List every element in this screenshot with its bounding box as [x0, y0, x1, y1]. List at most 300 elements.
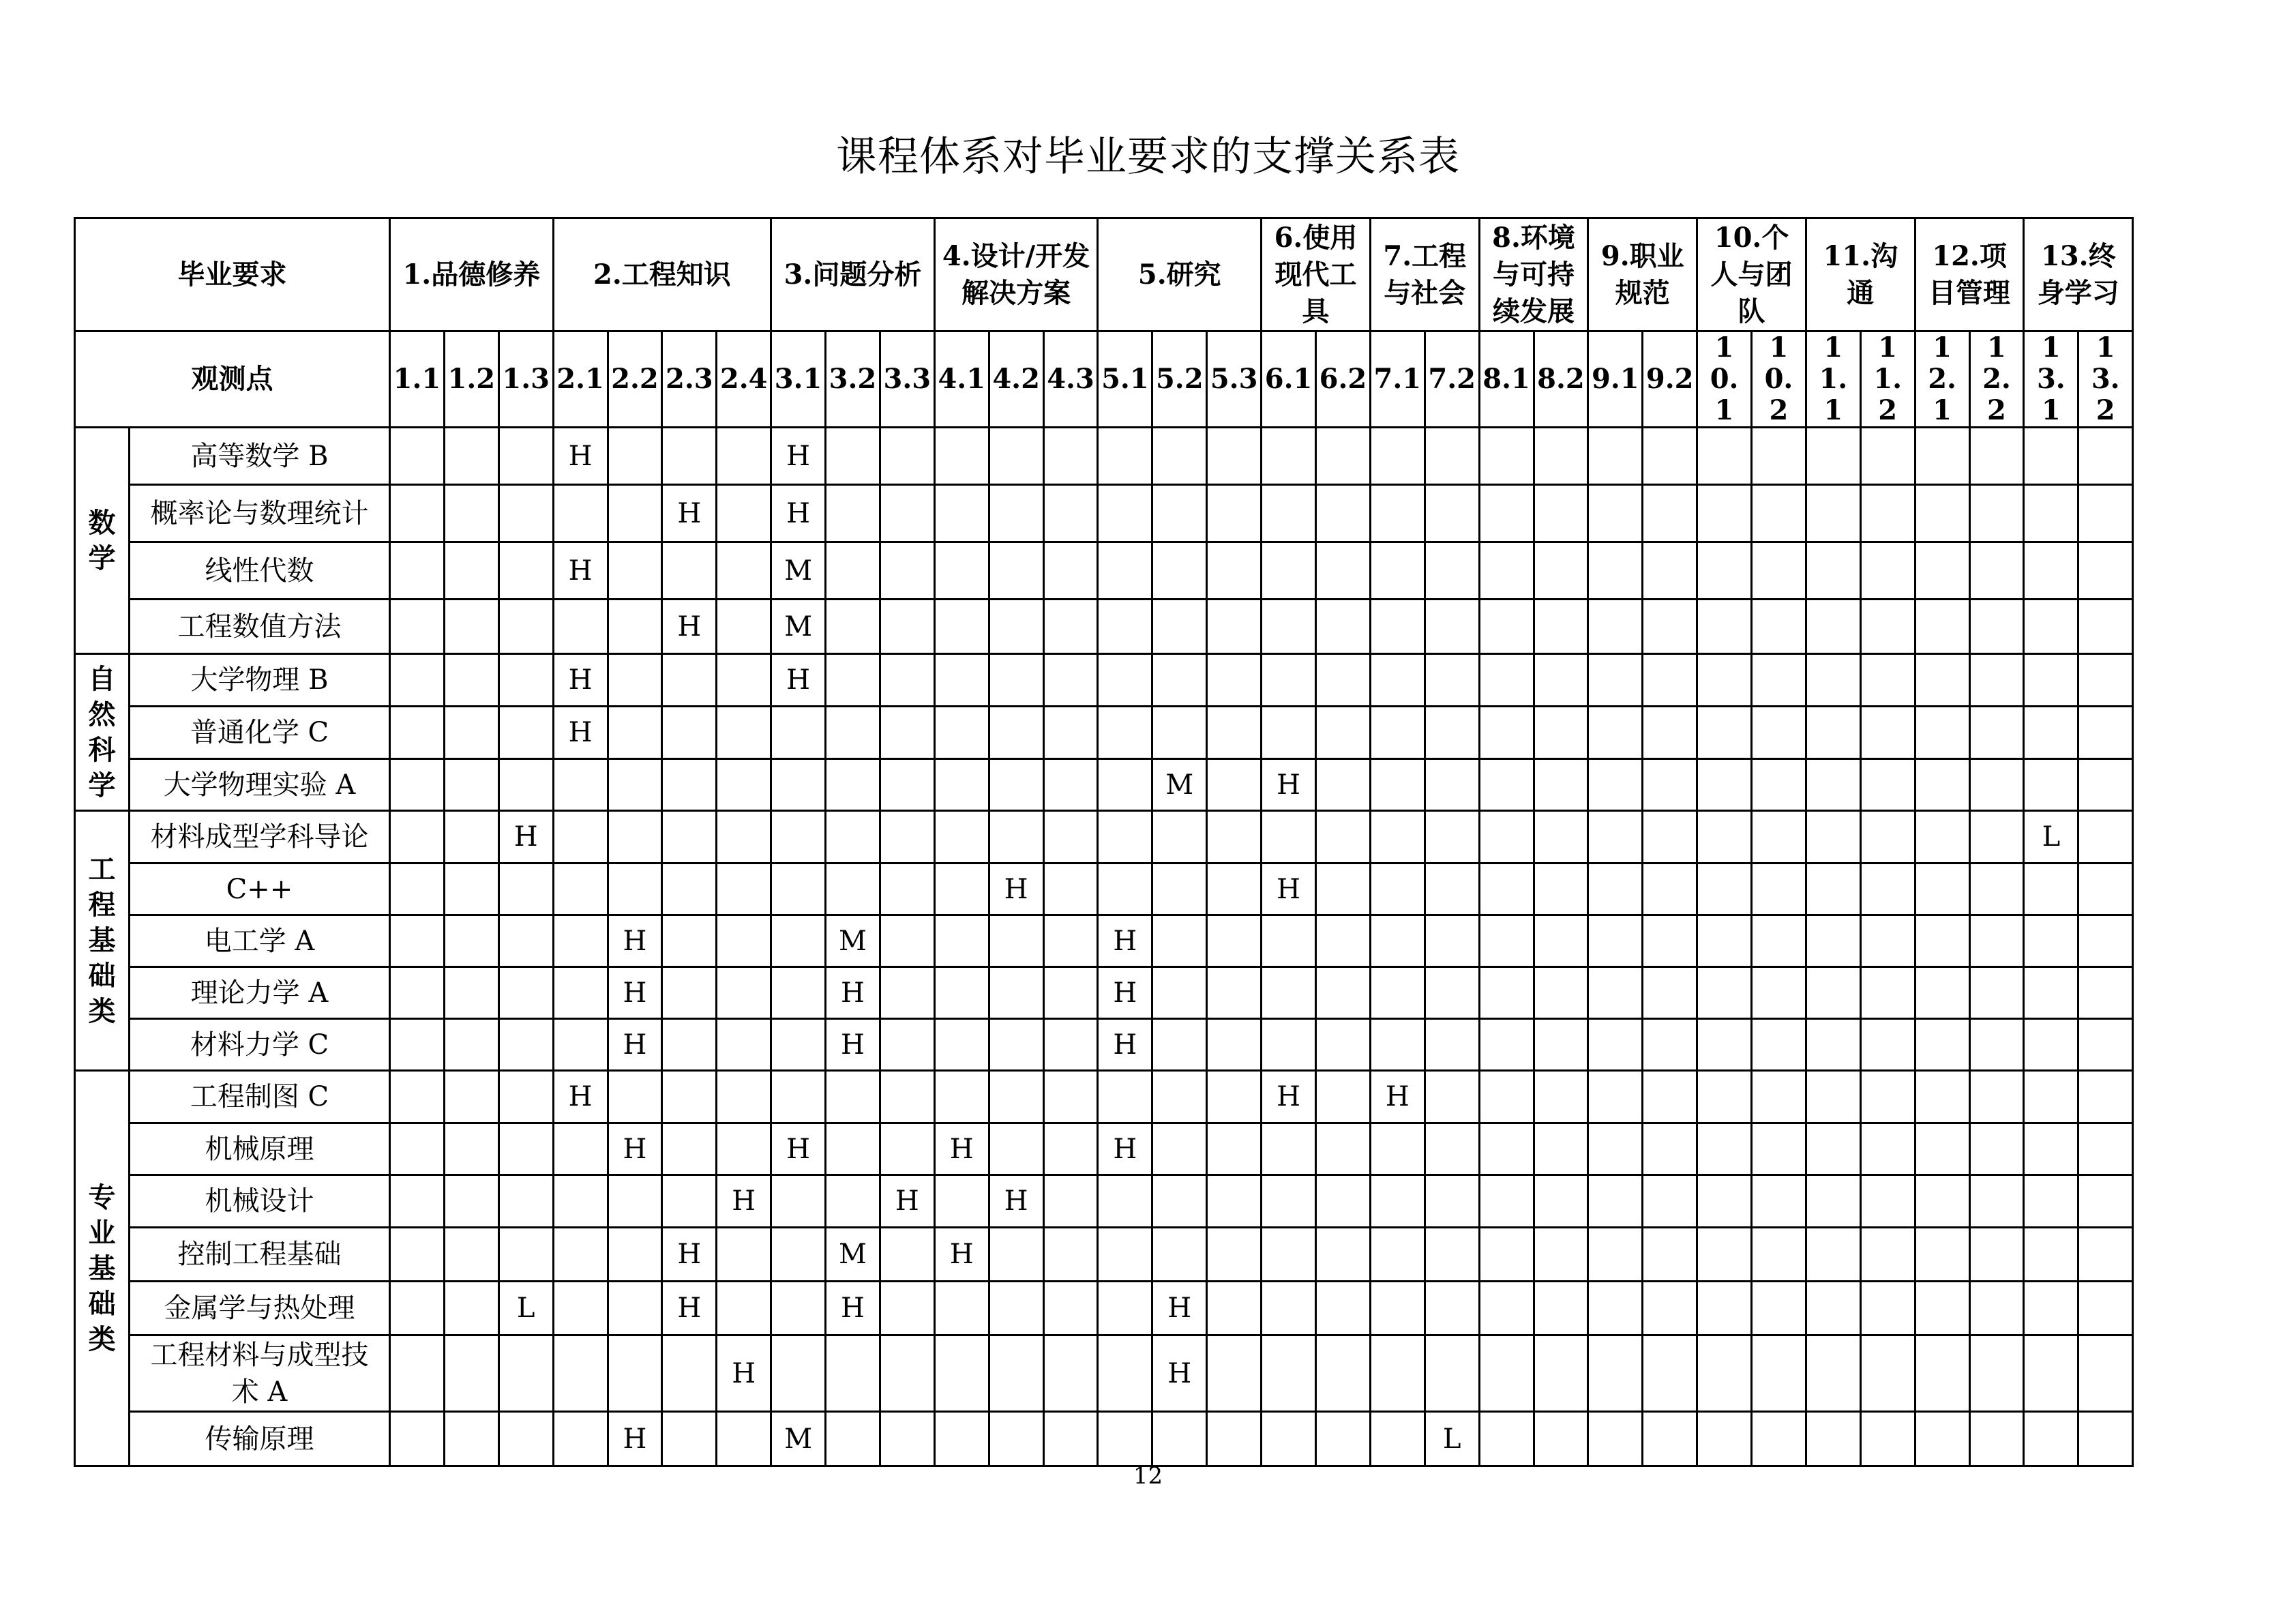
support-level-cell: [608, 485, 662, 542]
support-level-cell: [1315, 863, 1370, 915]
point-header: 3.2: [826, 331, 880, 428]
support-level-cell: [1806, 1412, 1860, 1466]
support-level-cell: [1479, 863, 1534, 915]
support-level-cell: H: [717, 1175, 771, 1228]
support-level-cell: H: [826, 1282, 880, 1335]
support-level-cell: [1806, 1282, 1860, 1335]
point-header: 8.1: [1479, 331, 1534, 428]
support-level-cell: [1915, 1228, 1969, 1282]
requirement-header: 7.工程与社会: [1370, 218, 1479, 331]
support-level-cell: [1207, 863, 1262, 915]
support-level-cell: [444, 1123, 498, 1175]
support-level-cell: [1860, 967, 1915, 1019]
support-level-cell: [771, 1019, 826, 1071]
support-level-cell: H: [608, 1412, 662, 1466]
support-level-cell: [498, 915, 553, 967]
support-level-cell: [444, 759, 498, 811]
course-row: [75, 1228, 2133, 1282]
support-level-cell: [1915, 1175, 1969, 1228]
course-name: 工程制图 C: [130, 1071, 390, 1123]
support-level-cell: [390, 811, 445, 863]
support-level-cell: [880, 542, 934, 600]
points-header-row: [75, 331, 2133, 428]
support-level-cell: [1915, 654, 1969, 707]
requirements-header-row: [75, 218, 2133, 331]
support-level-cell: [826, 1175, 880, 1228]
course-row: [75, 1123, 2133, 1175]
support-level-cell: [498, 542, 553, 600]
support-level-cell: [662, 1071, 717, 1123]
support-level-cell: [771, 1335, 826, 1412]
support-level-cell: [2078, 863, 2133, 915]
support-level-cell: [989, 542, 1043, 600]
support-level-cell: [1915, 759, 1969, 811]
support-level-cell: [1969, 542, 2024, 600]
support-level-cell: [1098, 1282, 1152, 1335]
support-level-cell: [1752, 915, 1806, 967]
support-level-cell: [1043, 707, 1098, 759]
support-level-cell: H: [1098, 1019, 1152, 1071]
support-level-cell: [2078, 1071, 2133, 1123]
support-level-cell: H: [880, 1175, 934, 1228]
support-level-cell: [1425, 1228, 1479, 1282]
support-level-cell: [1806, 1071, 1860, 1123]
support-level-cell: [934, 863, 989, 915]
support-level-cell: [880, 1282, 934, 1335]
support-level-cell: H: [826, 1019, 880, 1071]
requirement-header: 6.使用现代工具: [1262, 218, 1371, 331]
support-level-cell: [1207, 915, 1262, 967]
support-level-cell: [1262, 1335, 1316, 1412]
support-level-cell: [444, 1019, 498, 1071]
support-level-cell: [717, 915, 771, 967]
support-level-cell: [1806, 542, 1860, 600]
support-level-cell: [1969, 811, 2024, 863]
point-header: 5.2: [1152, 331, 1207, 428]
support-level-cell: [1043, 428, 1098, 485]
support-level-cell: [1534, 654, 1588, 707]
support-level-cell: [1534, 1175, 1588, 1228]
support-level-cell: [662, 759, 717, 811]
support-level-cell: [1152, 1412, 1207, 1466]
support-level-cell: [771, 1228, 826, 1282]
support-level-cell: [1806, 428, 1860, 485]
support-level-cell: [1315, 485, 1370, 542]
support-level-cell: [444, 915, 498, 967]
support-level-cell: [771, 915, 826, 967]
support-level-cell: [1969, 915, 2024, 967]
support-level-cell: [880, 1123, 934, 1175]
support-level-cell: [880, 707, 934, 759]
support-level-cell: [1262, 654, 1316, 707]
support-level-cell: [1588, 1175, 1643, 1228]
support-level-cell: [1534, 542, 1588, 600]
support-level-cell: [444, 863, 498, 915]
support-level-cell: [1425, 967, 1479, 1019]
support-level-cell: [553, 600, 608, 654]
support-level-cell: [1697, 1335, 1752, 1412]
support-level-cell: [1969, 707, 2024, 759]
support-level-cell: H: [608, 1123, 662, 1175]
support-level-cell: [717, 811, 771, 863]
point-header: 1.2: [444, 331, 498, 428]
support-level-cell: [390, 542, 445, 600]
support-level-cell: [1370, 428, 1425, 485]
support-level-cell: [444, 1071, 498, 1123]
point-header: 10.2: [1752, 331, 1806, 428]
support-level-cell: [1588, 1228, 1643, 1282]
support-level-cell: [1860, 1071, 1915, 1123]
support-level-cell: [1588, 654, 1643, 707]
support-level-cell: H: [771, 654, 826, 707]
support-level-cell: [934, 654, 989, 707]
support-level-cell: H: [771, 1123, 826, 1175]
support-level-cell: [1588, 707, 1643, 759]
support-level-cell: [1098, 811, 1152, 863]
support-level-cell: [1860, 1019, 1915, 1071]
support-level-cell: [662, 654, 717, 707]
support-level-cell: [1697, 485, 1752, 542]
support-level-cell: [1915, 1019, 1969, 1071]
support-level-cell: [1806, 1335, 1860, 1412]
support-level-cell: H: [1262, 1071, 1316, 1123]
support-level-cell: [771, 1071, 826, 1123]
support-level-cell: [717, 1282, 771, 1335]
support-level-cell: [1207, 1228, 1262, 1282]
support-level-cell: [390, 863, 445, 915]
course-row: [75, 1071, 2133, 1123]
point-header: 4.3: [1043, 331, 1098, 428]
support-level-cell: [662, 1175, 717, 1228]
support-level-cell: [1152, 811, 1207, 863]
course-group-name: 数学: [88, 506, 116, 574]
support-level-cell: [1697, 1228, 1752, 1282]
support-level-cell: [1370, 1019, 1425, 1071]
support-level-cell: [934, 1175, 989, 1228]
support-level-cell: [1588, 600, 1643, 654]
support-level-cell: [989, 707, 1043, 759]
point-header: 6.2: [1315, 331, 1370, 428]
support-level-cell: [717, 1228, 771, 1282]
support-level-cell: [2078, 915, 2133, 967]
support-level-cell: [498, 863, 553, 915]
support-level-cell: [662, 542, 717, 600]
support-level-cell: [2024, 1335, 2078, 1412]
support-level-cell: [1588, 915, 1643, 967]
support-level-cell: [553, 1335, 608, 1412]
support-level-cell: [1969, 600, 2024, 654]
points-label: 观测点: [75, 331, 390, 428]
support-level-cell: [1915, 542, 1969, 600]
support-level-cell: [989, 915, 1043, 967]
point-header: 9.1: [1588, 331, 1643, 428]
support-level-cell: [1643, 1175, 1697, 1228]
point-header: 2.3: [662, 331, 717, 428]
support-level-cell: [1643, 428, 1697, 485]
course-row: [75, 967, 2133, 1019]
support-level-cell: [2078, 1335, 2133, 1412]
support-level-cell: [826, 600, 880, 654]
point-header: 13.1: [2024, 331, 2078, 428]
support-level-cell: [553, 967, 608, 1019]
course-row: [75, 863, 2133, 915]
support-level-cell: [2078, 759, 2133, 811]
support-level-cell: [826, 759, 880, 811]
support-level-cell: [1425, 542, 1479, 600]
support-level-cell: [934, 1019, 989, 1071]
support-level-cell: [1043, 1412, 1098, 1466]
support-level-cell: [1588, 428, 1643, 485]
support-level-cell: [498, 707, 553, 759]
support-level-cell: [1752, 1335, 1806, 1412]
support-level-cell: [771, 759, 826, 811]
support-level-cell: [717, 967, 771, 1019]
support-level-cell: [1043, 1282, 1098, 1335]
support-level-cell: [1479, 1175, 1534, 1228]
course-row: [75, 1412, 2133, 1466]
support-level-cell: [1479, 1071, 1534, 1123]
course-name: 机械设计: [130, 1175, 390, 1228]
support-level-cell: [444, 1412, 498, 1466]
support-level-cell: [608, 707, 662, 759]
support-level-cell: [1315, 811, 1370, 863]
support-level-cell: [1969, 1412, 2024, 1466]
support-level-cell: [1588, 542, 1643, 600]
course-row: [75, 1335, 2133, 1412]
support-level-cell: H: [608, 1019, 662, 1071]
course-group-label: [75, 811, 130, 1071]
support-level-cell: [880, 600, 934, 654]
support-level-cell: [498, 600, 553, 654]
support-level-cell: [553, 1412, 608, 1466]
support-level-cell: [1152, 1228, 1207, 1282]
support-level-cell: [498, 1175, 553, 1228]
support-level-cell: [1643, 485, 1697, 542]
support-level-cell: [1425, 811, 1479, 863]
support-level-cell: [1479, 707, 1534, 759]
support-level-cell: [1425, 1175, 1479, 1228]
support-level-cell: [989, 428, 1043, 485]
support-level-cell: [2024, 600, 2078, 654]
support-level-cell: [553, 915, 608, 967]
support-level-cell: [1806, 600, 1860, 654]
point-header: 2.1: [553, 331, 608, 428]
support-level-cell: [1697, 1123, 1752, 1175]
support-level-cell: H: [608, 967, 662, 1019]
support-level-cell: [989, 1335, 1043, 1412]
support-level-cell: [1752, 1228, 1806, 1282]
support-level-cell: [662, 1123, 717, 1175]
support-level-cell: [1643, 1071, 1697, 1123]
support-level-cell: [1806, 1175, 1860, 1228]
support-level-cell: [1534, 707, 1588, 759]
support-level-cell: [1207, 967, 1262, 1019]
support-level-cell: [1534, 759, 1588, 811]
support-level-cell: [553, 1228, 608, 1282]
support-level-cell: [1207, 1019, 1262, 1071]
support-level-cell: [1752, 600, 1806, 654]
support-level-cell: [1860, 811, 1915, 863]
support-level-cell: [1370, 485, 1425, 542]
course-name: 线性代数: [130, 542, 390, 600]
course-name: 工程材料与成型技术 A: [130, 1335, 390, 1412]
support-level-cell: [934, 707, 989, 759]
support-level-cell: [1860, 915, 1915, 967]
support-level-cell: [1479, 1228, 1534, 1282]
requirement-header: 10.个人与团队: [1697, 218, 1806, 331]
support-level-cell: H: [989, 863, 1043, 915]
requirement-header: 4.设计/开发解决方案: [934, 218, 1098, 331]
support-level-cell: [934, 759, 989, 811]
course-name: 大学物理实验 A: [130, 759, 390, 811]
support-level-cell: H: [662, 1282, 717, 1335]
support-level-cell: [444, 1175, 498, 1228]
support-level-cell: [1643, 1282, 1697, 1335]
support-level-cell: [1370, 1175, 1425, 1228]
support-level-cell: [1425, 915, 1479, 967]
support-level-cell: [1969, 1071, 2024, 1123]
requirement-header: 8.环境与可持续发展: [1479, 218, 1588, 331]
support-level-cell: [1479, 654, 1534, 707]
support-level-cell: [1262, 1228, 1316, 1282]
support-level-cell: H: [662, 600, 717, 654]
support-level-cell: [1152, 654, 1207, 707]
support-level-cell: [1697, 967, 1752, 1019]
support-level-cell: H: [498, 811, 553, 863]
course-row: [75, 485, 2133, 542]
support-level-cell: [934, 600, 989, 654]
support-level-cell: [390, 1282, 445, 1335]
support-level-cell: [498, 967, 553, 1019]
support-level-cell: [2078, 1175, 2133, 1228]
course-row: [75, 811, 2133, 863]
support-level-cell: [1098, 1412, 1152, 1466]
support-level-cell: [2024, 1019, 2078, 1071]
support-level-cell: [1043, 811, 1098, 863]
support-level-cell: [826, 707, 880, 759]
support-level-cell: [1315, 654, 1370, 707]
support-level-cell: [1152, 967, 1207, 1019]
support-level-cell: [1207, 1071, 1262, 1123]
course-row: [75, 1019, 2133, 1071]
support-matrix-table: [74, 217, 2134, 1467]
support-level-cell: [1534, 1228, 1588, 1282]
requirement-header: 11.沟通: [1806, 218, 1915, 331]
support-level-cell: [1752, 485, 1806, 542]
course-row: [75, 600, 2133, 654]
support-level-cell: [1969, 759, 2024, 811]
support-level-cell: [390, 1228, 445, 1282]
support-level-cell: [1534, 1071, 1588, 1123]
support-level-cell: [1262, 707, 1316, 759]
support-level-cell: [1207, 428, 1262, 485]
support-level-cell: [662, 1019, 717, 1071]
support-level-cell: [1479, 1412, 1534, 1466]
support-level-cell: [934, 1071, 989, 1123]
support-level-cell: [444, 811, 498, 863]
point-header: 9.2: [1643, 331, 1697, 428]
support-level-cell: [1534, 600, 1588, 654]
support-level-cell: [1315, 1335, 1370, 1412]
support-level-cell: [1643, 1228, 1697, 1282]
support-level-cell: [717, 485, 771, 542]
support-level-cell: [2078, 1123, 2133, 1175]
support-level-cell: [1969, 967, 2024, 1019]
support-level-cell: [880, 863, 934, 915]
support-level-cell: [1098, 428, 1152, 485]
support-level-cell: [2024, 485, 2078, 542]
support-level-cell: [390, 707, 445, 759]
support-level-cell: [1425, 759, 1479, 811]
support-level-cell: [2078, 967, 2133, 1019]
support-level-cell: [880, 1335, 934, 1412]
support-level-cell: [1969, 1282, 2024, 1335]
support-level-cell: [1697, 428, 1752, 485]
support-level-cell: H: [662, 1228, 717, 1282]
course-name: 高等数学 B: [130, 428, 390, 485]
support-level-cell: [1860, 1228, 1915, 1282]
support-level-cell: [1207, 1175, 1262, 1228]
requirement-header: 1.品德修养: [390, 218, 554, 331]
point-header: 12.1: [1915, 331, 1969, 428]
support-level-cell: [989, 485, 1043, 542]
support-level-cell: [1969, 654, 2024, 707]
support-level-cell: [1043, 542, 1098, 600]
support-level-cell: [1860, 1335, 1915, 1412]
support-level-cell: [1752, 1071, 1806, 1123]
support-level-cell: H: [771, 428, 826, 485]
support-level-cell: [608, 600, 662, 654]
support-level-cell: [1806, 1228, 1860, 1282]
support-level-cell: [390, 1412, 445, 1466]
support-level-cell: [717, 759, 771, 811]
support-level-cell: [1752, 1123, 1806, 1175]
support-level-cell: H: [608, 915, 662, 967]
support-level-cell: [498, 485, 553, 542]
point-header: 6.1: [1262, 331, 1316, 428]
support-level-cell: [880, 485, 934, 542]
support-level-cell: [1479, 485, 1534, 542]
course-name: 控制工程基础: [130, 1228, 390, 1282]
support-level-cell: [1860, 428, 1915, 485]
support-level-cell: [1152, 707, 1207, 759]
support-level-cell: [826, 1412, 880, 1466]
support-level-cell: [1315, 1123, 1370, 1175]
support-level-cell: [1043, 1228, 1098, 1282]
support-level-cell: [1534, 1282, 1588, 1335]
support-level-cell: [880, 1412, 934, 1466]
support-level-cell: [1806, 915, 1860, 967]
course-row: [75, 1282, 2133, 1335]
support-level-cell: [1152, 1071, 1207, 1123]
support-level-cell: [2078, 542, 2133, 600]
course-name: 大学物理 B: [130, 654, 390, 707]
support-level-cell: [934, 811, 989, 863]
support-level-cell: L: [2024, 811, 2078, 863]
support-level-cell: [880, 1019, 934, 1071]
support-level-cell: [2078, 1282, 2133, 1335]
support-level-cell: [1370, 915, 1425, 967]
support-level-cell: [1152, 485, 1207, 542]
support-level-cell: [1315, 1019, 1370, 1071]
course-row: [75, 915, 2133, 967]
support-level-cell: [1752, 1019, 1806, 1071]
support-level-cell: [934, 1282, 989, 1335]
support-level-cell: [1315, 707, 1370, 759]
support-level-cell: [1315, 1228, 1370, 1282]
support-level-cell: [608, 1228, 662, 1282]
support-level-cell: [2024, 759, 2078, 811]
